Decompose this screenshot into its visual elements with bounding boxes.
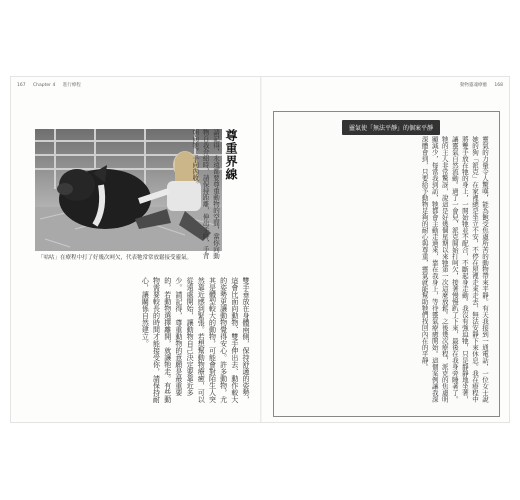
right-running-head: [460, 82, 503, 88]
box-body-text: 靈氣的力量令人驚嘆，能為飽受焦慮所苦的動物帶來平靜。有天我接到一通電話，一位女士說她的狗「派克」在家裡總是坐立不安，不停在屋裡走來走去，無法安靜下來休息。我在療程中將雙手放在牠的身上，一開始牠並不配合，不斷起身走動。我沒有強迫牠，只是靜靜地坐著，讓靈氣自然流動。過了一會兒，派克開始打呵欠，接著慢慢趴了下來，最後在我身旁睡著了。牠的主人非常驚訝，說這是好幾個星期以來牠第一次這麼放鬆。之後幾次療程，派克的焦慮明顯減少，每當我到訪，牠都會主動走過來，靠在我身上，等待靈氣療癒開始。這個案例讓我深深體會到，只要給予動物足夠的耐心與尊重，靈氣就能幫助牠們找回內在的平靜。: [420, 136, 489, 403]
chapter-label: Chapter 4: [33, 83, 56, 88]
section-heading: 尊重界線: [224, 129, 238, 181]
section-intro: 請記得，永遠都要尊重動物的空間，當你向動物自我介紹時，請保持距離，伸出手時，手背朝向牠，手向內收。: [191, 129, 220, 259]
chapter-title: 進行療程: [62, 83, 81, 88]
left-running-head: [17, 82, 81, 88]
box-title: 靈氣使「無法平靜」的個案平靜: [342, 120, 440, 135]
book-spread: [11, 77, 509, 422]
page-gutter: [260, 77, 262, 422]
left-body-text: 雙手垂放在身體兩側，保持舒適的姿勢，這會比面向動物、雙手伸出去、動作較大的姿勢更讓動物覺得安心。許多動物，尤其是體型較大的動物，可能會對陌生人突然靠近感到緊張。若想幫動物療癒，可以從遠處開始，讓動物自己決定要靠近多少。請記得，尊重動物的意願是最重要的，若動物選擇離開，就讓牠走。有些動物需要較長的時間才能接受你，請保持耐心，讓關係自然建立。: [141, 277, 250, 403]
book-title: 動物靈魂療癒: [459, 83, 487, 88]
left-page-number: 167: [17, 83, 26, 88]
photo-caption: 「咕咕」在療程中打了好幾次呵欠，代表牠常常放鬆接受靈氣。: [38, 255, 193, 261]
right-page-number: 168: [494, 83, 503, 88]
case-study-box: [273, 111, 500, 417]
